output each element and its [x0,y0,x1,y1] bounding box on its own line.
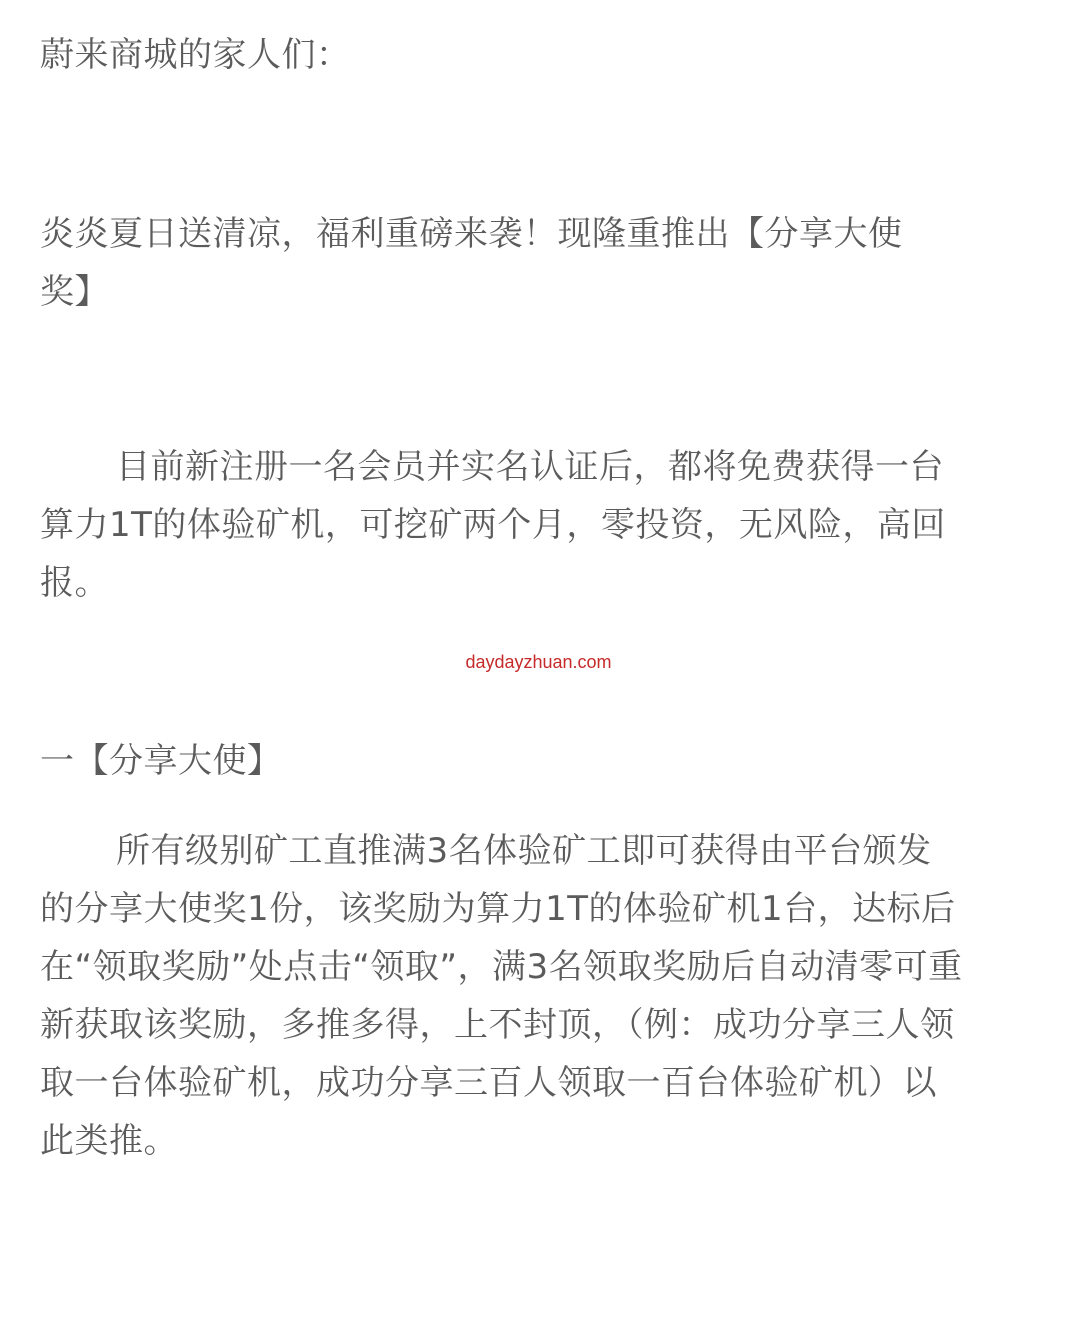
paragraph1-line: 报。 [40,563,109,603]
paragraph1-line: 目前新注册一名会员并实名认证后，都将免费获得一台 [116,447,944,487]
section1-line: 取一台体验矿机，成功分享三百人领取一百台体验矿机）以 [40,1063,937,1103]
watermark-text: daydayzhuan.com [465,652,612,672]
greeting-text: 蔚来商城的家人们： [40,35,351,75]
intro-line: 炎炎夏日送清凉，福利重磅来袭！现隆重推出【分享大使 [40,214,903,254]
paragraph1-line: 算力1T的体验矿机，可挖矿两个月，零投资，无风险，高回 [40,505,946,545]
section1-line: 所有级别矿工直推满3名体验矿工即可获得由平台颁发 [116,831,932,871]
section1-line: 此类推。 [40,1121,178,1161]
intro-line: 奖】 [40,272,109,312]
section1-line: 在“领取奖励”处点击“领取”，满3名领取奖励后自动清零可重 [40,947,963,987]
section1-line: 的分享大使奖1份，该奖励为算力1T的体验矿机1台，达标后 [40,889,956,929]
section1-line: 新获取该奖励，多推多得，上不封顶，（例：成功分享三人领 [40,1005,955,1045]
section-heading: 一【分享大使】 [40,741,282,781]
